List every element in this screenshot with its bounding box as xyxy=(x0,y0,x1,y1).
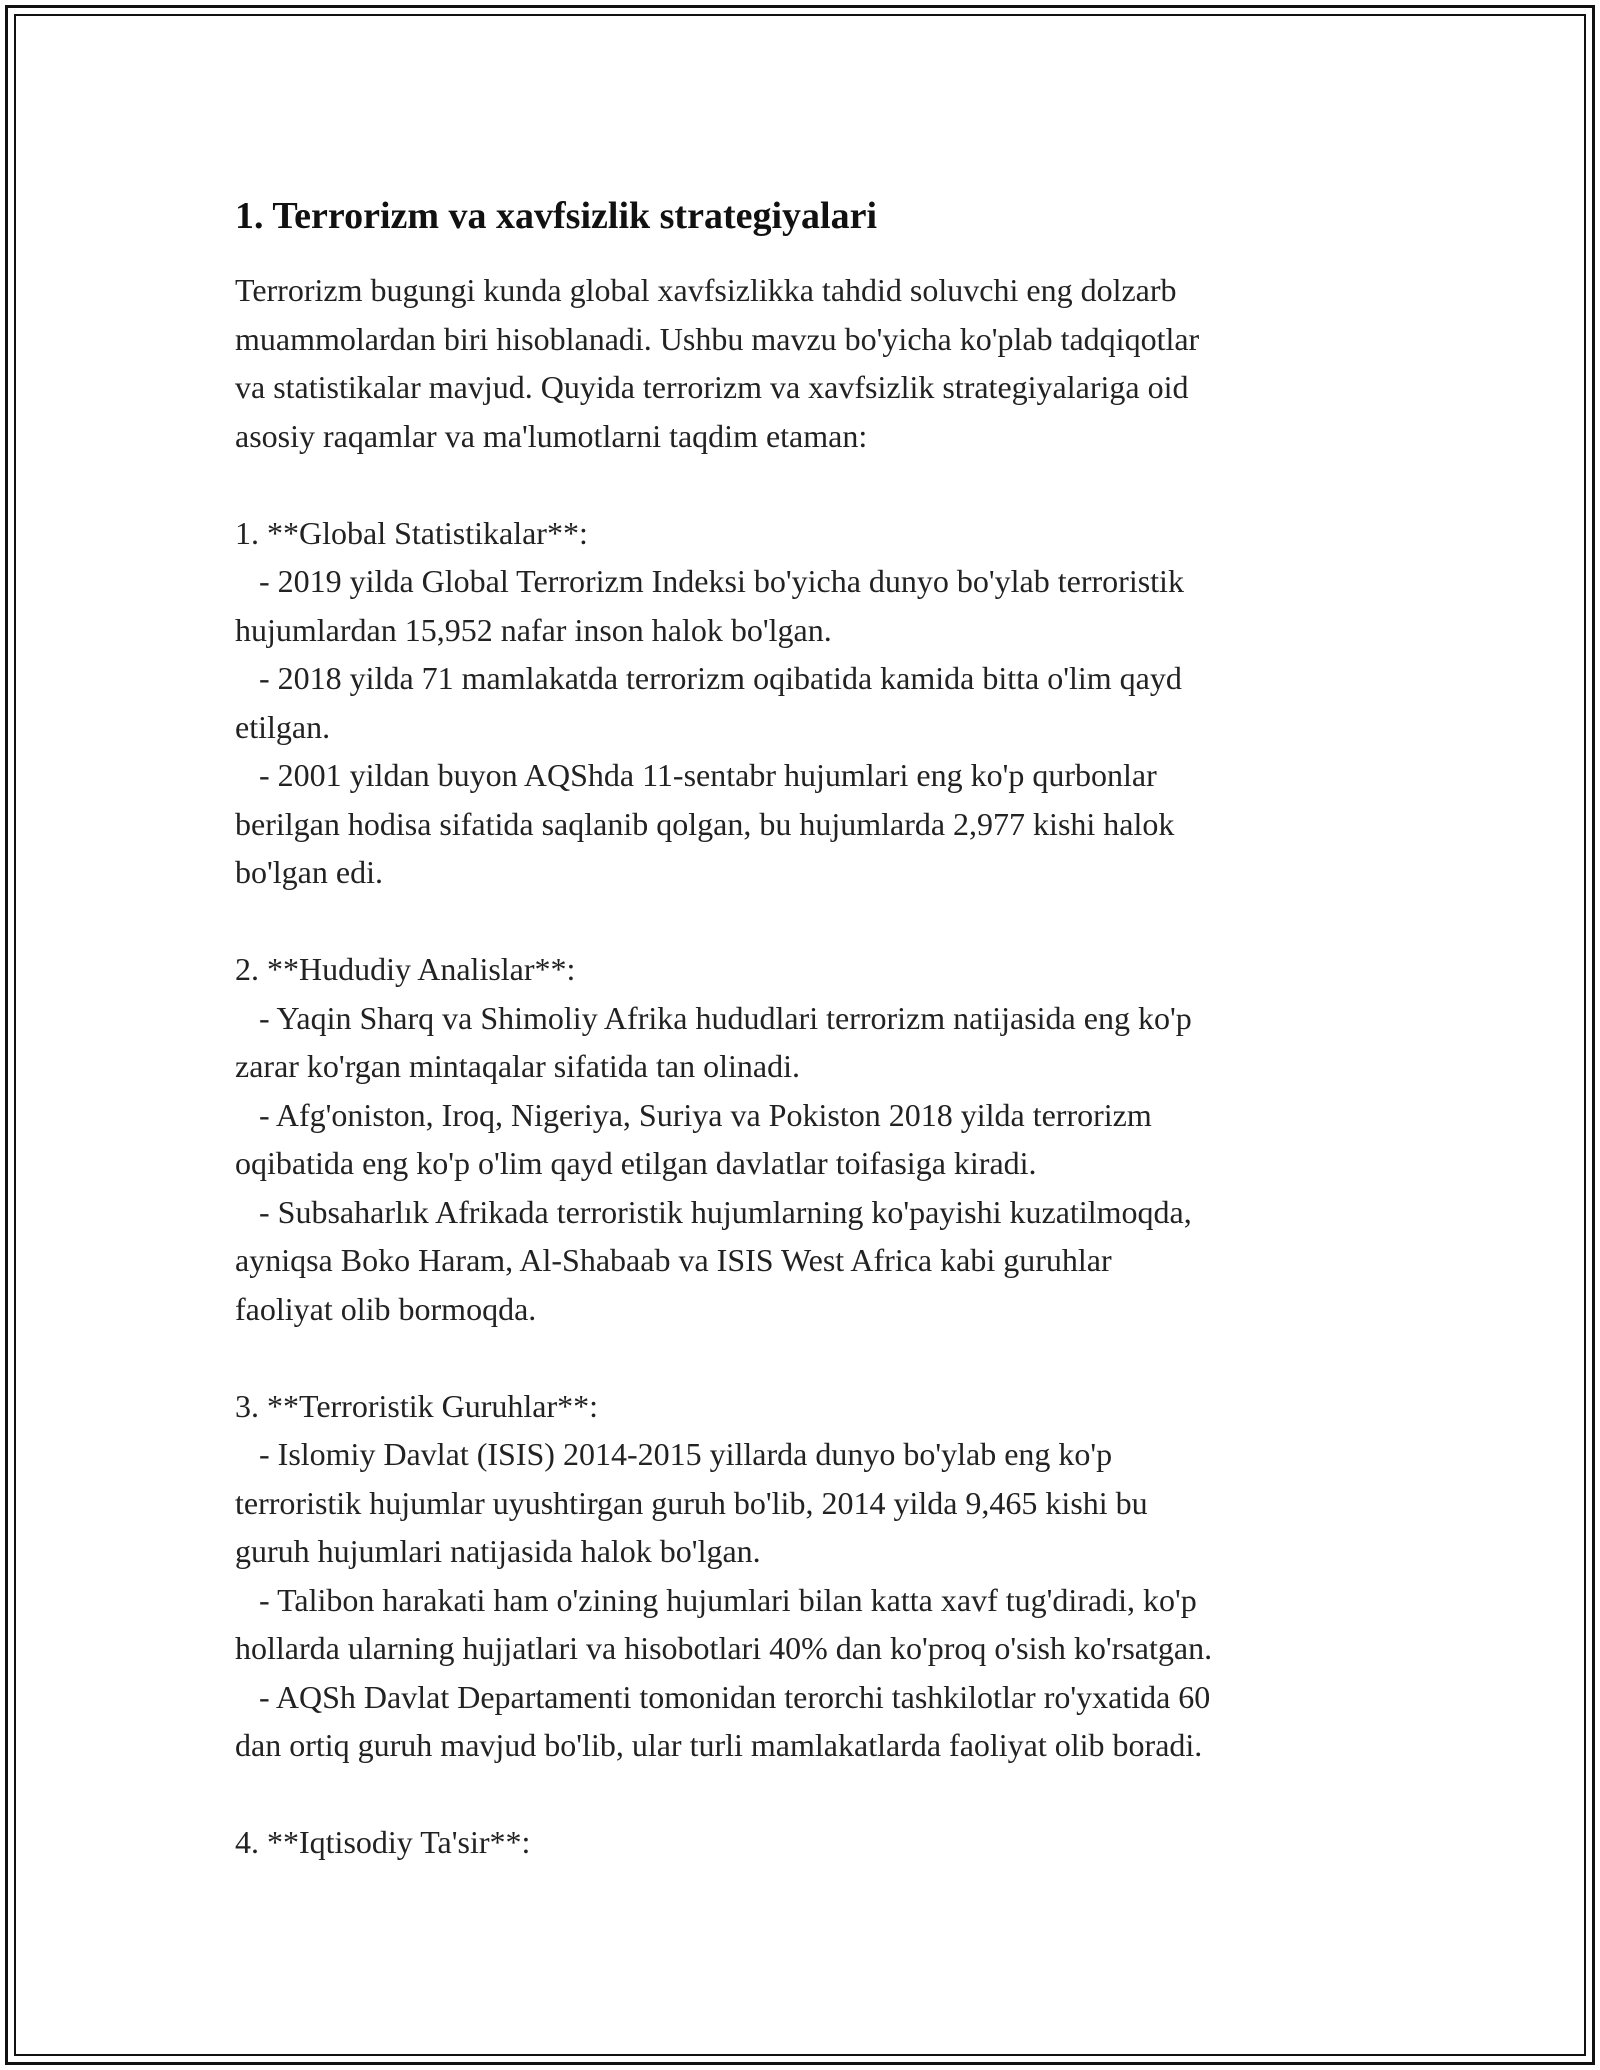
document-content xyxy=(235,188,1385,1867)
document-body-text: Terrorizm bugungi kunda global xavfsizlikka tahdid soluvchi eng dolzarb muammolardan biri hisoblanadi. Ushbu mavzu bo'yicha ko'plab tadqiqotlar va statistikalar mavjud. Quyida terrorizm va xavfsizlik strategiyalariga oid asosiy raqamlar va ma'lumotlarni taqdim etaman: 1. **Global Statistikalar**: - 2019 yilda Global Terrorizm Indeksi bo'yicha dunyo bo'ylab terroristik hujumlardan 15,952 nafar inson halok bo'lgan. - 2018 yilda 71 mamlakatda terrorizm oqibatida kamida bitta o'lim qayd etilgan. - 2001 yildan buyon AQShda 11-sentabr hujumlari eng ko'p qurbonlar berilgan hodisa sifatida saqlanib qolgan, bu hujumlarda 2,977 kishi halok bo'lgan edi. 2. **Hududiy Analislar**: - Yaqin Sharq va Shimoliy Afrika hududlari terrorizm natijasida eng ko'p zarar ko'rgan mintaqalar sifatida tan olinadi. - Afg'oniston, Iroq, Nigeriya, Suriya va Pokiston 2018 yilda terrorizm oqibatida eng ko'p o'lim qayd etilgan davlatlar toifasiga kiradi. - Subsaharlık Afrikada terroristik hujumlarning ko'payishi kuzatilmoqda, ayniqsa Boko Haram, Al-Shabaab va ISIS West Africa kabi guruhlar faoliyat olib bormoqda. 3. **Terroristik Guruhlar**: - Islomiy Davlat (ISIS) 2014-2015 yillarda dunyo bo'ylab eng ko'p terroristik hujumlar uyushtirgan guruh bo'lib, 2014 yilda 9,465 kishi bu guruh hujumlari natijasida halok bo'lgan. - Talibon harakati ham o'zining hujumlari bilan katta xavf tug'diradi, ko'p hollarda ularning hujjatlari va hisobotlari 40% dan ko'proq o'sish ko'rsatgan. - AQSh Davlat Departamenti tomonidan terorchi tashkilotlar ro'yxatida 60 dan ortiq guruh mavjud bo'lib, ular turli mamlakatlarda faoliyat olib boradi. 4. **Iqtisodiy Ta'sir**: xyxy=(235,272,1213,1860)
document-title: 1. Terrorizm va xavfsizlik strategiyalari xyxy=(235,195,878,237)
